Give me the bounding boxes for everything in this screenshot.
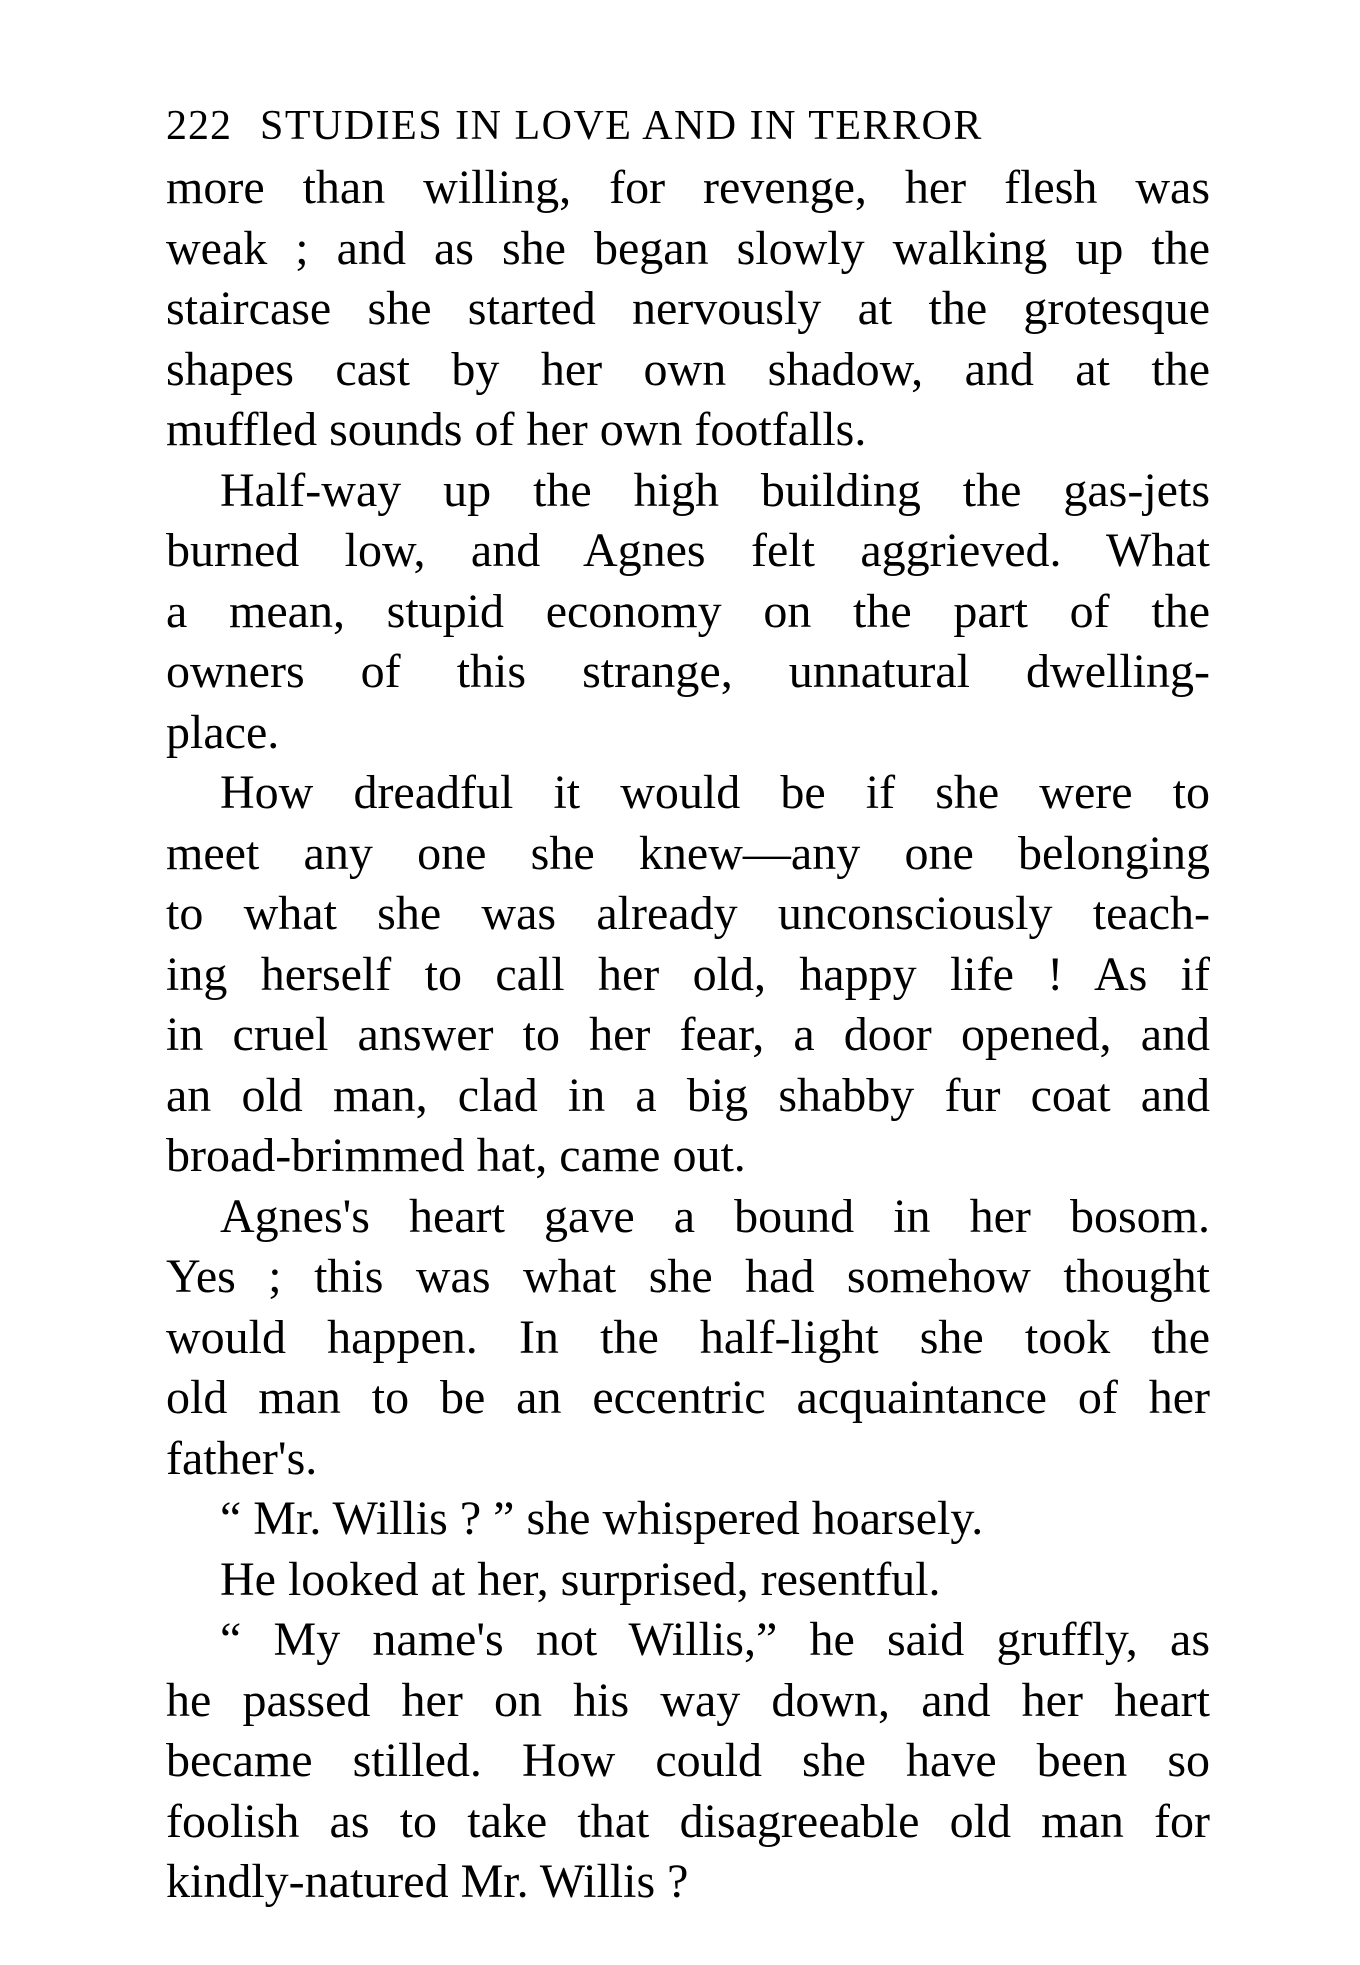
text-line: place. — [166, 705, 280, 759]
running-title: STUDIES IN LOVE AND IN TERROR — [260, 103, 983, 149]
text-line: Yes ; this was what she had somehow thought — [166, 1250, 1210, 1303]
text-line: old man to be an eccentric acquaintance of her — [166, 1371, 1210, 1424]
text-line: burned low, and Agnes felt aggrieved. What — [166, 524, 1210, 577]
text-line: in cruel answer to her fear, a door opened, and — [166, 1008, 1210, 1061]
text-line: Agnes's heart gave a bound in her bosom. — [220, 1189, 1210, 1243]
body-text — [166, 158, 1210, 1913]
text-line: father's. — [166, 1431, 318, 1485]
text-line: he passed her on his way down, and her heart — [166, 1673, 1210, 1727]
text-line: kindly-natured Mr. Willis ? — [166, 1855, 689, 1908]
running-head — [166, 96, 1210, 156]
text-line: foolish as to take that disagreeable old man for — [166, 1794, 1210, 1848]
text-line: would happen. In the half-light she took the — [166, 1310, 1210, 1364]
text-line: more than willing, for revenge, her flesh was — [166, 161, 1210, 214]
text-line: staircase she started nervously at the grotesque — [166, 282, 1210, 335]
text-line: How dreadful it would be if she were to — [220, 766, 1210, 819]
text-line: became stilled. How could she have been so — [166, 1734, 1210, 1787]
text-line: weak ; and as she began slowly walking up the — [166, 221, 1210, 275]
text-line: ing herself to call her old, happy life ! As if — [166, 947, 1210, 1001]
text-line: Half-way up the high building the gas-jets — [220, 463, 1210, 517]
text-line: muffled sounds of her own footfalls. — [166, 403, 867, 456]
text-line: a mean, stupid economy on the part of the — [166, 584, 1210, 638]
page-number: 222 — [166, 103, 232, 149]
text-line: “ My name's not Willis,” he said gruffly, as — [220, 1613, 1210, 1666]
text-line: He looked at her, surprised, resentful. — [220, 1552, 941, 1606]
text-line: meet any one she knew—any one belonging — [166, 826, 1210, 880]
book-page — [166, 96, 1210, 1913]
text-line: an old man, clad in a big shabby fur coat and — [166, 1068, 1210, 1122]
text-line: shapes cast by her own shadow, and at the — [166, 342, 1210, 396]
text-line: “ Mr. Willis ? ” she whispered hoarsely. — [220, 1492, 984, 1545]
text-line: broad-brimmed hat, came out. — [166, 1129, 746, 1182]
text-line: to what she was already unconsciously teach- — [166, 887, 1210, 940]
text-line: owners of this strange, unnatural dwelling- — [166, 645, 1210, 698]
